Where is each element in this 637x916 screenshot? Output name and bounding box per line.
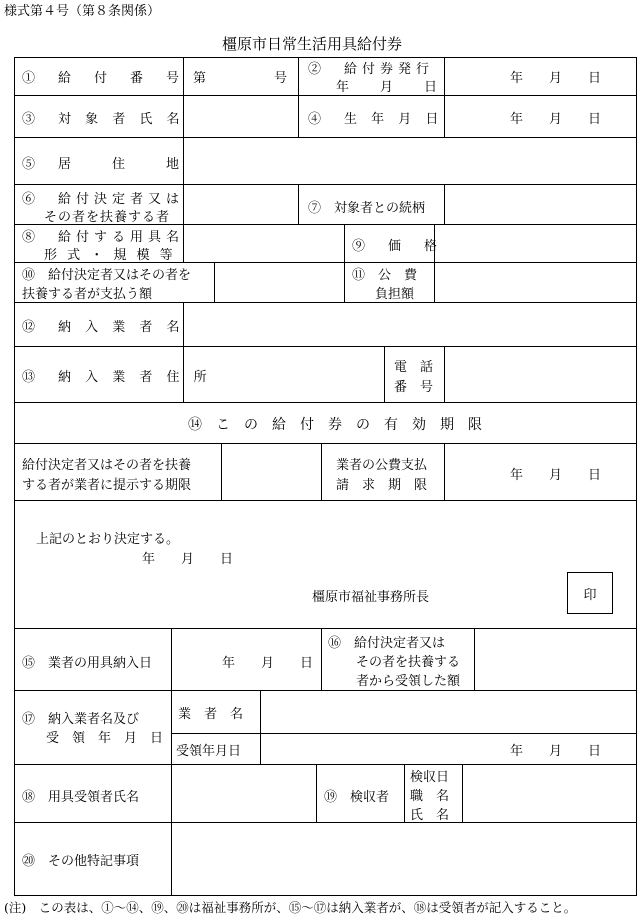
guardian-label: ⑥ 給付決定者又は (22, 192, 185, 207)
guardian-sublabel: その者を扶養する者 (44, 210, 171, 225)
issue-number-prefix: 第 (193, 71, 207, 86)
payment-label: ⑩ 給付決定者又はその者を (22, 268, 192, 283)
inspection-date-label: 検収日 (410, 770, 450, 785)
birth-date-value: 年 月 日 (510, 112, 602, 127)
seal-label: 印 (583, 587, 597, 603)
delivery-date-label: ⑮ 業者の用具納入日 (22, 656, 153, 671)
issue-date-sublabel: 年 月 日 (336, 80, 447, 95)
claim-deadline-label: 業者の公費支払 (336, 458, 428, 473)
page-title: 橿原市日常生活用具給付券 (222, 35, 403, 53)
inspector-name-label: 氏 名 (410, 808, 450, 823)
item-name-label: ⑧ 給付する用具名 (22, 230, 185, 245)
vendor-receipt-sublabel: 受 領 年 月 日 (46, 731, 164, 746)
phone-sublabel: 番 号 (394, 380, 434, 395)
phone-label: 電 話 (394, 360, 434, 375)
issue-date-label: ② 給付券発行 (308, 62, 435, 77)
seal-box (567, 572, 613, 614)
address-label: ⑤ 居 住 地 (22, 157, 185, 172)
signer-name: 橿原市福祉事務所長 (312, 590, 430, 605)
relationship-label: ⑦ 対象者との続柄 (308, 201, 426, 216)
footnote: (注) この表は、①～⑭、⑲、⑳は福祉事務所が、⑮～⑰は納入業者が、⑱は受領者が記入すること。 (4, 900, 577, 915)
claim-deadline-sublabel: 請 求 期 限 (336, 478, 428, 493)
vendor-name-label: ⑫ 納 入 業 者 名 (22, 320, 185, 335)
price-label: ⑨ 価 格 (352, 239, 443, 254)
validity-heading: ⑭ こ の 給 付 券 の 有 効 期 限 (188, 417, 482, 433)
public-expense-sublabel: 負担額 (375, 287, 415, 302)
issue-date-value: 年 月 日 (510, 71, 602, 86)
form-number: 様式第４号（第８条関係） (4, 4, 161, 19)
received-amount-sublabel-1: その者を扶養する (356, 655, 461, 670)
decision-date: 年 月 日 (142, 552, 234, 567)
item-spec-label: 形 式 ・ 規 模 等 (44, 248, 176, 263)
vendor-receipt-label: ⑰ 納入業者名及び (22, 712, 140, 727)
inspector-label: ⑲ 検収者 (324, 790, 390, 805)
present-deadline-sublabel: する者が業者に提示する期限 (22, 478, 192, 493)
receiver-name-label: ⑱ 用具受領者氏名 (22, 790, 140, 805)
public-expense-label: ⑪ 公 費 (352, 268, 418, 283)
delivery-date-value: 年 月 日 (222, 656, 314, 671)
vendor-name-field-label: 業 者 名 (178, 707, 244, 722)
claim-deadline-value: 年 月 日 (510, 468, 602, 483)
issue-number-suffix: 号 (274, 71, 288, 86)
vendor-address-label: ⑬ 納 入 業 者 住 所 (22, 370, 212, 385)
received-amount-label: ⑯ 給付決定者又は (328, 636, 446, 651)
receipt-date-value: 年 月 日 (510, 744, 602, 759)
received-amount-sublabel-2: 者から受領した額 (356, 674, 461, 689)
issue-number-label: ① 給 付 番 号 (22, 71, 185, 86)
inspector-title-label: 職 名 (410, 789, 450, 804)
payment-sublabel: 扶養する者が支払う額 (22, 287, 153, 302)
remarks-label: ⑳ その他特記事項 (22, 854, 140, 869)
recipient-name-label: ③ 対 象 者 氏 名 (22, 112, 185, 127)
decision-text: 上記のとおり決定する。 (36, 532, 180, 547)
present-deadline-label: 給付決定者又はその者を扶養 (22, 458, 192, 473)
receipt-date-label: 受領年月日 (176, 744, 242, 759)
birth-date-label: ④ 生 年 月 日 (308, 112, 444, 127)
